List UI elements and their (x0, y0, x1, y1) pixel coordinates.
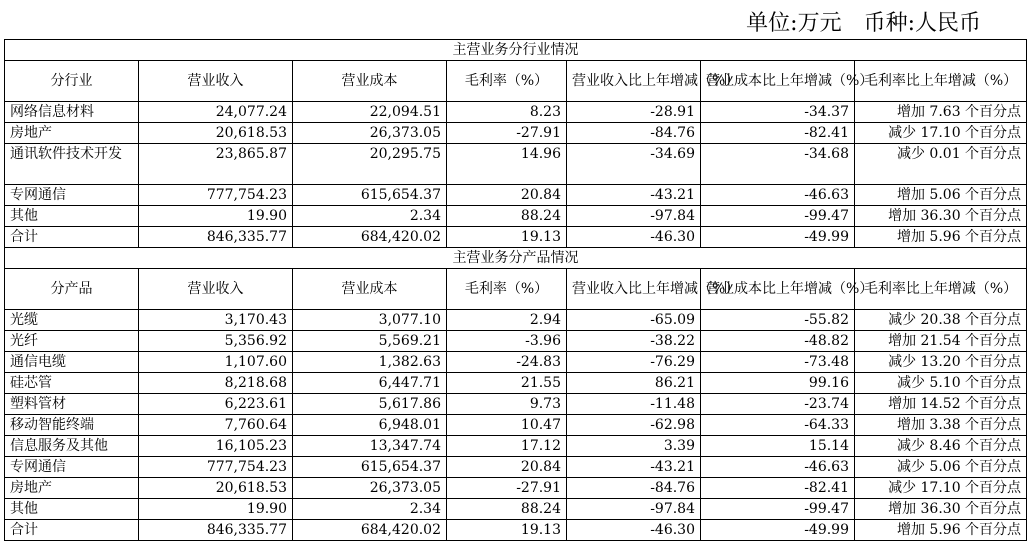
cell-cost: 5,569.21 (293, 331, 447, 352)
cell-segment: 其他 (5, 206, 139, 227)
cell-revenue: 8,218.68 (139, 373, 293, 394)
cell-gross-margin: 19.13 (447, 227, 567, 248)
cell-cost: 22,094.51 (293, 102, 447, 123)
cell-revenue: 19.90 (139, 499, 293, 520)
cell-revenue-change: -62.98 (567, 415, 701, 436)
cell-segment: 硅芯管 (5, 373, 139, 394)
cell-gross-margin: 9.73 (447, 394, 567, 415)
section-title-row (5, 248, 1027, 269)
cell-revenue-change: -38.22 (567, 331, 701, 352)
cell-margin-change: 增加 14.52 个百分点 (855, 394, 1027, 415)
cell-gross-margin: 88.24 (447, 499, 567, 520)
table-row (5, 102, 1027, 123)
unit-label: 单位:万元 (746, 11, 842, 36)
cell-cost: 13,347.74 (293, 436, 447, 457)
cell-revenue: 19.90 (139, 206, 293, 227)
cell-cost: 2.34 (293, 499, 447, 520)
cell-margin-change: 增加 5.96 个百分点 (855, 520, 1027, 541)
cell-segment: 合计 (5, 520, 139, 541)
cell-cost-change: -46.63 (701, 457, 855, 478)
unit-currency-line (746, 6, 981, 37)
header-row (5, 61, 1027, 102)
header-row (5, 269, 1027, 310)
cell-gross-margin: -27.91 (447, 123, 567, 144)
table-row (5, 499, 1027, 520)
cell-cost-change: -82.41 (701, 478, 855, 499)
table-row (5, 457, 1027, 478)
cell-margin-change: 增加 36.30 个百分点 (855, 206, 1027, 227)
cell-margin-change: 减少 5.10 个百分点 (855, 373, 1027, 394)
cell-cost: 615,654.37 (293, 457, 447, 478)
cell-cost-change: -82.41 (701, 123, 855, 144)
column-header-segment: 分行业 (5, 61, 139, 102)
cell-gross-margin: 8.23 (447, 102, 567, 123)
cell-revenue: 20,618.53 (139, 123, 293, 144)
cell-gross-margin: 19.13 (447, 520, 567, 541)
cell-segment: 光缆 (5, 310, 139, 331)
table-row (5, 123, 1027, 144)
cell-revenue-change: -46.30 (567, 520, 701, 541)
cell-cost: 26,373.05 (293, 478, 447, 499)
column-header-revenue-change: 营业收入比上年增减（%） (567, 61, 701, 102)
cell-cost-change: -48.82 (701, 331, 855, 352)
cell-revenue-change: -46.30 (567, 227, 701, 248)
cell-revenue-change: -84.76 (567, 478, 701, 499)
cell-segment: 光纤 (5, 331, 139, 352)
cell-cost: 684,420.02 (293, 520, 447, 541)
cell-margin-change: 增加 21.54 个百分点 (855, 331, 1027, 352)
column-header-cost: 营业成本 (293, 269, 447, 310)
cell-cost: 3,077.10 (293, 310, 447, 331)
cell-cost: 615,654.37 (293, 185, 447, 206)
revenue-table (4, 39, 1027, 541)
revenue-table-body (5, 40, 1027, 541)
cell-margin-change: 增加 36.30 个百分点 (855, 499, 1027, 520)
table-row (5, 478, 1027, 499)
cell-revenue: 846,335.77 (139, 520, 293, 541)
cell-cost-change: -49.99 (701, 227, 855, 248)
cell-segment: 信息服务及其他 (5, 436, 139, 457)
cell-revenue: 23,865.87 (139, 144, 293, 185)
cell-cost: 1,382.63 (293, 352, 447, 373)
cell-cost-change: -34.68 (701, 144, 855, 185)
cell-gross-margin: 14.96 (447, 144, 567, 185)
column-header-revenue: 营业收入 (139, 61, 293, 102)
column-header-margin-change: 毛利率比上年增减（%） (855, 61, 1027, 102)
cell-segment: 通信电缆 (5, 352, 139, 373)
cell-segment: 网络信息材料 (5, 102, 139, 123)
cell-cost: 684,420.02 (293, 227, 447, 248)
cell-segment: 通讯软件技术开发 (5, 144, 139, 185)
cell-revenue: 846,335.77 (139, 227, 293, 248)
table-row (5, 331, 1027, 352)
total-row (5, 520, 1027, 541)
cell-revenue: 20,618.53 (139, 478, 293, 499)
column-header-gross-margin: 毛利率（%） (447, 61, 567, 102)
cell-revenue-change: 3.39 (567, 436, 701, 457)
cell-cost-change: -99.47 (701, 206, 855, 227)
cell-revenue-change: -28.91 (567, 102, 701, 123)
cell-cost-change: -64.33 (701, 415, 855, 436)
currency-label: 币种:人民币 (863, 11, 981, 36)
cell-cost-change: -99.47 (701, 499, 855, 520)
cell-cost-change: -73.48 (701, 352, 855, 373)
cell-gross-margin: 88.24 (447, 206, 567, 227)
cell-margin-change: 增加 3.38 个百分点 (855, 415, 1027, 436)
section-title: 主营业务分产品情况 (5, 248, 1027, 269)
cell-revenue-change: 86.21 (567, 373, 701, 394)
column-header-margin-change: 毛利率比上年增减（%） (855, 269, 1027, 310)
cell-revenue: 3,170.43 (139, 310, 293, 331)
cell-revenue-change: -84.76 (567, 123, 701, 144)
cell-cost-change: -23.74 (701, 394, 855, 415)
cell-margin-change: 增加 7.63 个百分点 (855, 102, 1027, 123)
table-row (5, 436, 1027, 457)
cell-revenue-change: -43.21 (567, 457, 701, 478)
total-row (5, 227, 1027, 248)
cell-segment: 合计 (5, 227, 139, 248)
column-header-segment: 分产品 (5, 269, 139, 310)
cell-cost-change: 99.16 (701, 373, 855, 394)
table-row (5, 206, 1027, 227)
cell-margin-change: 减少 17.10 个百分点 (855, 478, 1027, 499)
cell-gross-margin: 2.94 (447, 310, 567, 331)
cell-cost: 26,373.05 (293, 123, 447, 144)
table-row (5, 415, 1027, 436)
cell-revenue-change: -97.84 (567, 499, 701, 520)
cell-revenue: 7,760.64 (139, 415, 293, 436)
cell-revenue: 777,754.23 (139, 457, 293, 478)
cell-gross-margin: 10.47 (447, 415, 567, 436)
cell-segment: 房地产 (5, 123, 139, 144)
cell-margin-change: 减少 20.38 个百分点 (855, 310, 1027, 331)
table-row (5, 144, 1027, 185)
cell-gross-margin: 17.12 (447, 436, 567, 457)
table-row (5, 185, 1027, 206)
cell-segment: 专网通信 (5, 185, 139, 206)
cell-revenue: 5,356.92 (139, 331, 293, 352)
table-row (5, 352, 1027, 373)
section-title-row (5, 40, 1027, 61)
column-header-revenue: 营业收入 (139, 269, 293, 310)
table-row (5, 394, 1027, 415)
cell-gross-margin: 20.84 (447, 457, 567, 478)
cell-revenue: 6,223.61 (139, 394, 293, 415)
cell-gross-margin: -27.91 (447, 478, 567, 499)
cell-cost: 6,447.71 (293, 373, 447, 394)
cell-gross-margin: 20.84 (447, 185, 567, 206)
cell-margin-change: 减少 17.10 个百分点 (855, 123, 1027, 144)
cell-revenue: 16,105.23 (139, 436, 293, 457)
cell-margin-change: 增加 5.96 个百分点 (855, 227, 1027, 248)
cell-revenue: 777,754.23 (139, 185, 293, 206)
cell-segment: 房地产 (5, 478, 139, 499)
cell-gross-margin: 21.55 (447, 373, 567, 394)
cell-segment: 其他 (5, 499, 139, 520)
cell-cost: 20,295.75 (293, 144, 447, 185)
cell-cost-change: -46.63 (701, 185, 855, 206)
cell-cost: 6,948.01 (293, 415, 447, 436)
cell-cost: 2.34 (293, 206, 447, 227)
column-header-cost: 营业成本 (293, 61, 447, 102)
table-row (5, 373, 1027, 394)
cell-revenue-change: -11.48 (567, 394, 701, 415)
table-row (5, 310, 1027, 331)
cell-cost-change: 15.14 (701, 436, 855, 457)
cell-revenue-change: -43.21 (567, 185, 701, 206)
cell-cost-change: -34.37 (701, 102, 855, 123)
cell-cost-change: -55.82 (701, 310, 855, 331)
cell-revenue-change: -34.69 (567, 144, 701, 185)
cell-margin-change: 减少 8.46 个百分点 (855, 436, 1027, 457)
cell-margin-change: 增加 5.06 个百分点 (855, 185, 1027, 206)
cell-revenue: 24,077.24 (139, 102, 293, 123)
column-header-cost-change: 营业成本比上年增减（%） (701, 61, 855, 102)
cell-margin-change: 减少 13.20 个百分点 (855, 352, 1027, 373)
cell-margin-change: 减少 5.06 个百分点 (855, 457, 1027, 478)
cell-segment: 塑料管材 (5, 394, 139, 415)
column-header-gross-margin: 毛利率（%） (447, 269, 567, 310)
cell-cost: 5,617.86 (293, 394, 447, 415)
column-header-revenue-change: 营业收入比上年增减（%） (567, 269, 701, 310)
column-header-cost-change: 营业成本比上年增减（%） (701, 269, 855, 310)
cell-gross-margin: -3.96 (447, 331, 567, 352)
cell-revenue: 1,107.60 (139, 352, 293, 373)
cell-segment: 专网通信 (5, 457, 139, 478)
section-title: 主营业务分行业情况 (5, 40, 1027, 61)
cell-revenue-change: -76.29 (567, 352, 701, 373)
cell-gross-margin: -24.83 (447, 352, 567, 373)
cell-segment: 移动智能终端 (5, 415, 139, 436)
cell-revenue-change: -65.09 (567, 310, 701, 331)
cell-cost-change: -49.99 (701, 520, 855, 541)
cell-margin-change: 减少 0.01 个百分点 (855, 144, 1027, 185)
cell-revenue-change: -97.84 (567, 206, 701, 227)
